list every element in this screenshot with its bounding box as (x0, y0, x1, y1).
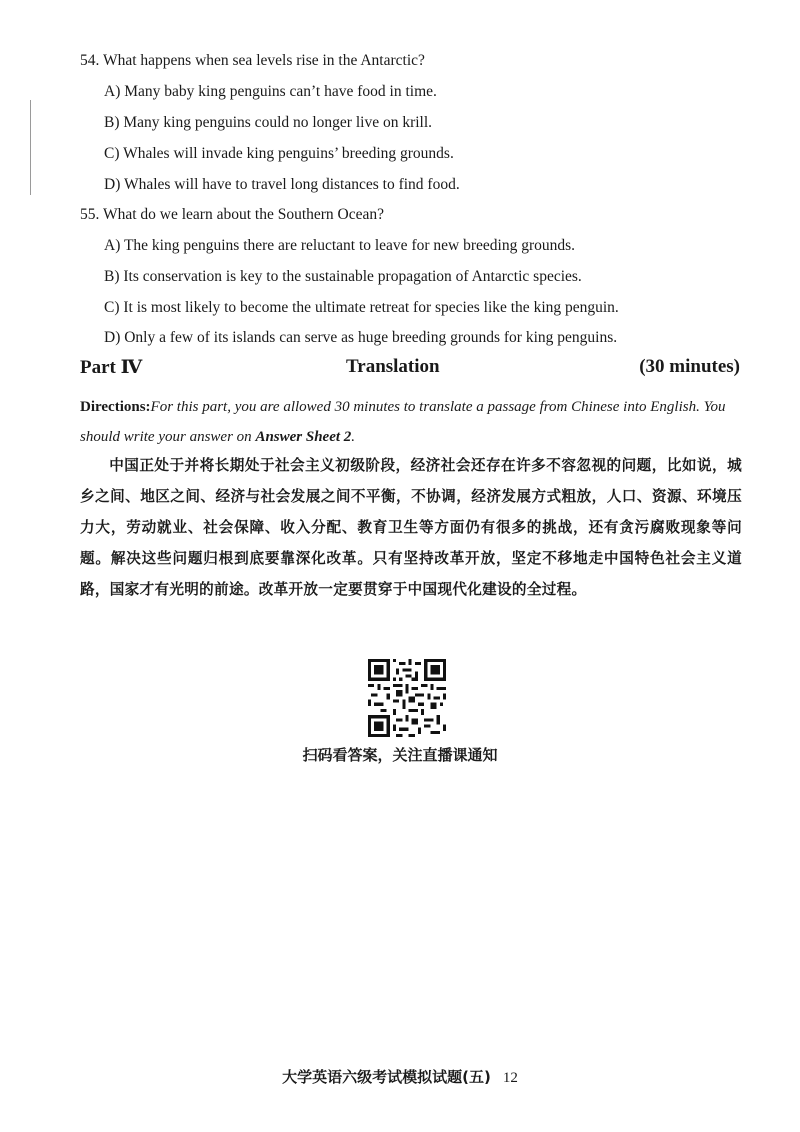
directions-lead: Directions: (80, 399, 151, 415)
question-54-option-c: C) Whales will invade king penguins’ breeding grounds. (104, 145, 454, 162)
part-title: Translation (346, 356, 440, 377)
answer-sheet-ref: Answer Sheet 2 (255, 429, 352, 445)
question-55-option-d: D) Only a few of its islands can serve as huge breeding grounds for king penguins. (104, 329, 618, 346)
question-54-option-d: D) Whales will have to travel long distances to find food. (104, 176, 460, 193)
page-footer (0, 1066, 800, 1087)
directions (80, 392, 740, 452)
question-55-option-b: B) Its conservation is key to the sustainable propagation of Antarctic species. (104, 268, 582, 285)
scan-margin-line (30, 100, 31, 195)
question-55-option-c: C) It is most likely to become the ultimate retreat for species like the king penguin. (104, 299, 619, 316)
translation-passage: 中国正处于并将长期处于社会主义初级阶段，经济社会还存在许多不容忽视的问题，比如说，城乡之间、地区之间、经济与社会发展之间不平衡，不协调，经济发展方式粗放，人口、资源、环境压力大，劳动就业、社会保障、收入分配、教育卫生等方面仍有很多的挑战，还有贪污腐败现象等问题。解决这些问题归根到底要靠深化改革。只有坚持改革开放，坚定不移地走中国特色社会主义道路，国家才有光明的前途。改革开放一定要贯穿于中国现代化建设的全过程。 (80, 457, 742, 598)
footer-title: 大学英语六级考试模拟试题(五) (282, 1068, 491, 1086)
qr-caption: 扫码看答案，关注直播课通知 (302, 746, 498, 764)
question-54-option-b: B) Many king penguins could no longer live on krill. (104, 114, 433, 131)
part-time: (30 minutes) (639, 356, 740, 377)
directions-end: . (351, 429, 356, 445)
page-number: 12 (502, 1070, 518, 1086)
qr-code[interactable] (368, 659, 446, 737)
question-55-option-a: A) The king penguins there are reluctant to leave for new breeding grounds. (104, 237, 576, 254)
part-label: Part Ⅳ (80, 357, 143, 378)
question-54-stem: 54. What happens when sea levels rise in the Antarctic? (80, 52, 425, 69)
question-54-option-a: A) Many baby king penguins can’t have food in time. (104, 83, 437, 100)
part-heading (80, 356, 740, 382)
directions-text: For this part, you are allowed 30 minutes to translate a passage from Chinese into English. You should write your answer on (80, 399, 726, 445)
question-55-stem: 55. What do we learn about the Southern Ocean? (80, 206, 385, 223)
